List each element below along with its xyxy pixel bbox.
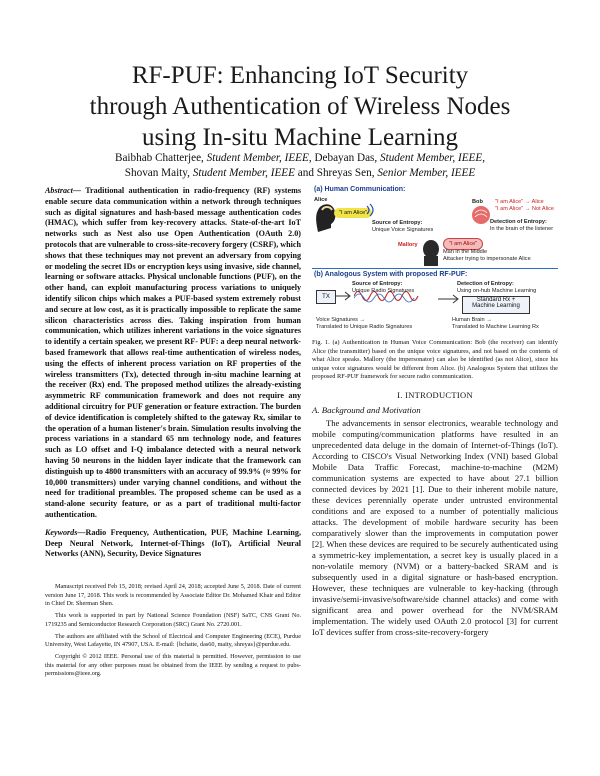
mallory-head-icon bbox=[420, 238, 442, 266]
human-brain-line-2: Translated to Machine Learning Rx bbox=[452, 323, 539, 330]
voice-sig-line-2: Translated to Unique Radio Signatures bbox=[316, 323, 413, 330]
tx-box: TX bbox=[316, 290, 336, 304]
title-line-1: RF-PUF: Enhancing IoT Security bbox=[131, 62, 469, 89]
mallory-description bbox=[443, 249, 531, 262]
intro-paragraph: The advancements in sensor electronics, wearable technology and mobile computing/communication platforms have resulted in an unprecedented data deluge in the domain of Internet-of-Things (IoT). According to CISCO's Visual Networking Index (VNI) based Global Mobile Data Traffic Forecast, machine-to-machine (M2M) communication systems are expected to have about 27.1 billion connected devices by 2021 [1]. Due to their inherent mobile nature, these devices perennially operate under untrusted environmental conditions and are exposed to a number of potentially malicious attacks. The development of mobile hardware security has been comparatively slower than the improvements in computation power [2]. When these devices are required to be securely authenticated using a symmetric-key implementation, a secret key is usually placed in a non-volatile memory (NVM) or a battery-backed SRAM and is subsequently used in a digital signature or hash-based encryption. However, these techniques are vulnerable to key-hacking (through invasive/semi-invasive/software/side channel attacks) and come with significant area and power overhead for the NVM/SRAM implementation. The widely used OAuth 2.0 protocol [3] for current IoT devices suffer from cross-site-recovery-forgery bbox=[312, 417, 558, 637]
bob-heard-alice: "I am Alice" → Alice bbox=[495, 199, 544, 205]
footnotes bbox=[45, 583, 301, 682]
keywords-text: —Radio Frequency, Authentication, PUF, Machine Learning, Deep Neural Network, Internet-of-Things (IoT), Artificial Neural Networks (ANN), Security, Device Signatures bbox=[45, 527, 301, 559]
left-column bbox=[45, 186, 301, 560]
source-entropy-b-sub: Unique Radio Signatures bbox=[352, 287, 415, 294]
sound-waves-icon bbox=[364, 202, 380, 218]
figure-1 bbox=[312, 186, 558, 331]
mallory-desc-line-1: Man in the Middle bbox=[443, 249, 488, 255]
figure-panel-a bbox=[312, 186, 558, 266]
author-separator: and bbox=[294, 166, 317, 179]
keywords bbox=[45, 528, 301, 560]
author-separator: , bbox=[482, 152, 486, 164]
detection-entropy-a bbox=[490, 219, 553, 232]
bob-heard-not-alice: "I am Alice" → Not Alice bbox=[495, 206, 554, 212]
arrow-icon bbox=[336, 291, 352, 301]
author-role: Senior Member, IEEE bbox=[377, 166, 476, 179]
author-name: Debayan Das, bbox=[314, 152, 380, 164]
mallory-desc-line-2: Attacker trying to impersonate Alice bbox=[443, 255, 531, 262]
bob-head-icon bbox=[470, 205, 492, 225]
author-separator: , bbox=[308, 152, 315, 164]
figure-caption: Fig. 1. (a) Authentication in Human Voice Communication: Bob (the receiver) can identify Alice (the transmitter) based on the unique voice signatures, and not based on the contents of what Alice speaks. Mallory (the impersonator) can also be identified (as not Alice), since his unique voice signatures would be different from Alice. (b) Analogous System that utilizes the proposed RF-PUF framework for secure radio communication. bbox=[312, 339, 558, 381]
author-list bbox=[40, 151, 560, 180]
mallory-speech-bubble: "I am Alice" bbox=[443, 238, 483, 250]
source-entropy-b-title: Source of Entropy: bbox=[352, 281, 403, 287]
author-name: Shreyas Sen, bbox=[316, 166, 378, 179]
author-name: Baibhab Chatterjee, bbox=[114, 152, 207, 164]
rx-box-line-1: Standard Rx + bbox=[476, 297, 516, 303]
rx-ml-box bbox=[462, 296, 530, 314]
alice-label: Alice bbox=[314, 197, 328, 203]
author-line-1 bbox=[40, 151, 560, 166]
voice-sig-line-1: Voice Signatures → bbox=[316, 317, 366, 323]
abstract-text: — Traditional authentication in radio-frequency (RF) systems enable secure data communication within a network through techniques such as digital signatures and hash-based message authentication codes (HMAC), which suffer from key-recovery attacks. State-of-the-art IoT networks such as Nest also use Open Authentication (OAuth 2.0) protocols that are vulnerable to cross-site-recovery forgery (CSRF), which shows that these techniques may not prevent an adversary from copying or modeling the secret IDs or encryption keys using invasive, side channel, learning or software attacks. Physical unclonable functions (PUF), on the other hand, can exploit manufacturing process variations to uniquely identify silicon chips which makes a PUF-based system extremely robust and secure at low cost, as it is practically impossible to replicate the same silicon characteristics across dies. Taking inspiration from human communication, which utilizes inherent variations in the voice signatures to identify a certain speaker, we present RF- PUF: a deep neural network-based framework that allows real-time authentication of wireless nodes, using the effects of inherent process variation on RF properties of the wireless transmitters (Tx), detected through in-situ machine learning at the receiver (Rx) end. The proposed method utilizes the already-existing asymmetric RF communication framework and does not require any additional circuitry for PUF generation or feature extraction. The burden of device identification is completely shifted to the gateway Rx, similar to the operation of a human listener's brain. Simulation results involving the process variations in a standard 65 nm technology node, and features such as LO offset and I-Q imbalance detected with a neural network having 50 neurons in the hidden layer indicate that the framework can distinguish up to 4800 transmitters with an accuracy of 99.9% (≈ 99% for 10,000 transmitters) under varying channel conditions, and without the need for traditional preambles. The proposed scheme can be used as a stand-alone security feature, or as a part of traditional multi-factor authentication. bbox=[45, 186, 301, 519]
footnote-copyright: Copyright © 2012 IEEE. Personal use of this material is permitted. However, permission to use this material for any other purposes must be obtained from the IEEE by sending a request to pubs-permissions@ieee.org. bbox=[45, 652, 301, 678]
author-line-2 bbox=[40, 166, 560, 181]
author-role: Student Member, IEEE bbox=[380, 152, 483, 164]
title-line-2: through Authentication of Wireless Nodes bbox=[89, 93, 511, 120]
detection-entropy-b bbox=[457, 281, 536, 294]
source-entropy-b bbox=[352, 281, 414, 294]
source-entropy-a bbox=[372, 220, 433, 233]
detection-entropy-a-title: Detection of Entropy: bbox=[490, 219, 547, 225]
section-heading: I. INTRODUCTION bbox=[397, 389, 473, 400]
title-line-3: using In-situ Machine Learning bbox=[142, 124, 458, 151]
subsection-heading: A. Background and Motivation bbox=[312, 404, 421, 415]
detection-entropy-b-sub: Using on-hub Machine Learning bbox=[457, 287, 537, 294]
author-role: Student Member, IEEE bbox=[192, 166, 295, 179]
paper-title bbox=[40, 60, 560, 153]
detection-entropy-b-title: Detection of Entropy: bbox=[457, 281, 514, 287]
detection-entropy-a-sub: In the brain of the listener bbox=[490, 225, 554, 232]
rx-box-line-2: Machine Learning bbox=[472, 303, 520, 309]
source-entropy-a-sub: Unique Voice Signatures bbox=[372, 226, 434, 233]
keywords-label: Keywords bbox=[45, 527, 78, 537]
author-name: Shovan Maity, bbox=[124, 166, 193, 179]
source-entropy-a-title: Source of Entropy: bbox=[372, 220, 423, 226]
arrow-icon bbox=[438, 294, 460, 304]
voice-signature-note bbox=[316, 317, 412, 330]
bob-label: Bob bbox=[472, 199, 483, 205]
panel-b-title: (b) Analogous System with proposed RF-PUF: bbox=[314, 271, 468, 278]
figure-panel-b bbox=[312, 268, 558, 332]
footnote-affiliation: The authors are affiliated with the School of Electrical and Computer Engineering (ECE), Purdue University, West Lafayette, IN 47907, USA. E-mail: {bchatte, das60, maity, shreyas}@purdue.edu. bbox=[45, 632, 301, 649]
human-brain-line-1: Human Brain → bbox=[452, 317, 492, 323]
abstract-label: Abstract bbox=[45, 186, 73, 195]
author-role: Student Member, IEEE bbox=[206, 152, 309, 164]
right-column bbox=[312, 186, 558, 638]
mallory-label: Mallory bbox=[398, 242, 418, 248]
footnote-manuscript: Manuscript received Feb 15, 2018; revised April 24, 2018; accepted June 5, 2018. Date of current version June 17, 2018. This work is recommended by Associate Editor Dr. Mohamed Khair and Editor in Chief Dr. Sherman Shen. bbox=[45, 583, 301, 608]
human-brain-note bbox=[452, 317, 539, 330]
footnote-funding: This work is supported in part by National Science Foundation (NSF) SaTC, CNS Grant No. 1719235 and Semiconductor Research Corporation (SRC) Grant No. 2720.001. bbox=[45, 612, 301, 628]
alice-speech-bubble: "I am Alice" bbox=[334, 208, 372, 218]
abstract bbox=[45, 186, 301, 521]
panel-a-title: (a) Human Communication: bbox=[314, 186, 406, 193]
